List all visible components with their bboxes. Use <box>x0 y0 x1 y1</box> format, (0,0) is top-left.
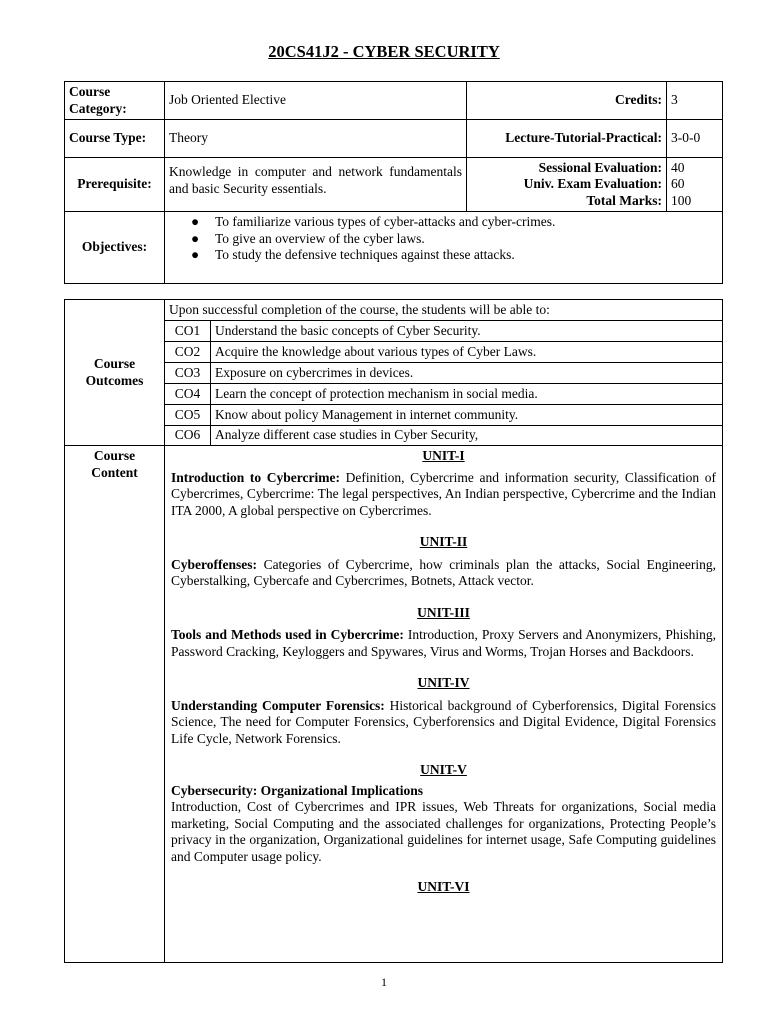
unit-heading: UNIT-III <box>417 604 470 620</box>
univ-exam-evaluation-label: Univ. Exam Evaluation: <box>523 176 662 192</box>
co-code: CO2 <box>165 342 211 363</box>
total-marks-label: Total Marks: <box>586 192 662 208</box>
objectives-label: Objectives: <box>65 212 165 284</box>
sessional-evaluation-label: Sessional Evaluation: <box>538 159 662 175</box>
objective-item: ● To give an overview of the cyber laws. <box>191 230 425 246</box>
course-outcomes-content-table <box>64 299 723 963</box>
unit-heading: UNIT-II <box>419 534 468 549</box>
unit-description: Cyberoffenses: Categories of Cybercrime, how criminals plan the attacks, Social Engineering, Cyberstalking, Cybercafe and Cybercrimes, Botnets, Attack vector. <box>171 556 717 588</box>
unit-heading: UNIT-I <box>422 448 465 463</box>
co-text: Know about policy Management in internet community. <box>211 405 723 426</box>
course-type-label: Course Type: <box>65 120 165 158</box>
unit-lead: Understanding Computer Forensics: <box>171 697 385 713</box>
course-category-label: Course Category: <box>65 82 165 120</box>
outcomes-intro: Upon successful completion of the course, the students will be able to: <box>165 300 723 321</box>
co-code: CO6 <box>165 426 211 446</box>
unit-heading: UNIT-V <box>420 762 467 777</box>
course-content-body <box>165 446 723 963</box>
univ-exam-evaluation-value: 60 <box>671 176 685 192</box>
unit-lead: Tools and Methods used in Cybercrime: <box>171 627 404 642</box>
co-code: CO3 <box>165 363 211 384</box>
evaluation-values <box>667 158 723 212</box>
course-info-table <box>64 81 723 284</box>
unit-description: Introduction to Cybercrime: Definition, Cybercrime and information security, Classification of Cybercrimes, Cybercrime: The legal perspectives, An Indian perspective, Cybercrime and the Indian ITA 2000, A global perspective on Cybercrimes. <box>171 469 717 518</box>
unit-lead: Cybersecurity: Organizational Implications <box>171 782 423 798</box>
course-category-value: Job Oriented Elective <box>165 82 467 120</box>
course-content-label: Course Content <box>65 446 165 963</box>
objective-item: ● To familiarize various types of cyber-attacks and cyber-crimes. <box>191 214 556 229</box>
co-text: Learn the concept of protection mechanism in social media. <box>211 384 723 405</box>
course-outcomes-label: Course Outcomes <box>65 300 165 446</box>
unit-description: Introduction, Cost of Cybercrimes and IPR issues, Web Threats for organizations, Social media marketing, Social Computing and the associated challenges for organizations, Protecting People’s privacy in the organization, Organizational guidelines for internet usage, Safe Computing guidelines and Computer usage policy. <box>171 799 717 864</box>
page-number: 1 <box>381 975 387 989</box>
course-type-value: Theory <box>165 120 467 158</box>
co-text: Acquire the knowledge about various types of Cyber Laws. <box>211 342 723 363</box>
unit-description: Understanding Computer Forensics: Historical background of Cyberforensics, Digital Forensics Science, The need for Computer Forensics, Cyberforensics and Digital Evidence, Digital Forensics Life Cycle, Network Forensics. <box>171 697 717 746</box>
objectives-list <box>165 212 723 284</box>
unit-description: Tools and Methods used in Cybercrime: Introduction, Proxy Servers and Anonymizers, Phishing, Password Cracking, Keyloggers and Spywares, Virus and Worms, Trojan Horses and Backdoors. <box>171 627 716 659</box>
bullet-icon: ● <box>191 230 200 246</box>
bullet-icon: ● <box>191 214 200 229</box>
unit-lead: Introduction to Cybercrime: <box>171 469 341 485</box>
total-marks-value: 100 <box>671 192 692 208</box>
bullet-icon: ● <box>191 247 200 262</box>
co-code: CO4 <box>165 384 211 405</box>
unit-heading: UNIT-VI <box>417 879 470 894</box>
evaluation-labels <box>467 158 667 212</box>
ltp-value: 3-0-0 <box>667 120 723 158</box>
credits-label: Credits: <box>467 82 667 120</box>
ltp-label: Lecture-Tutorial-Practical: <box>467 120 667 158</box>
co-code: CO1 <box>165 321 211 342</box>
unit-heading: UNIT-IV <box>417 675 470 690</box>
co-text: Understand the basic concepts of Cyber Security. <box>211 321 723 342</box>
document-title: 20CS41J2 - CYBER SECURITY <box>268 42 500 61</box>
prerequisite-value: Knowledge in computer and network fundamentals and basic Security essentials. <box>165 158 467 212</box>
sessional-evaluation-value: 40 <box>671 159 685 175</box>
co-text: Exposure on cybercrimes in devices. <box>211 363 723 384</box>
co-text: Analyze different case studies in Cyber Security, <box>211 426 723 446</box>
co-code: CO5 <box>165 405 211 426</box>
unit-lead: Cyberoffenses: <box>171 556 257 572</box>
prerequisite-label: Prerequisite: <box>65 158 165 212</box>
objective-item: ● To study the defensive techniques against these attacks. <box>191 247 515 262</box>
credits-value: 3 <box>667 82 723 120</box>
